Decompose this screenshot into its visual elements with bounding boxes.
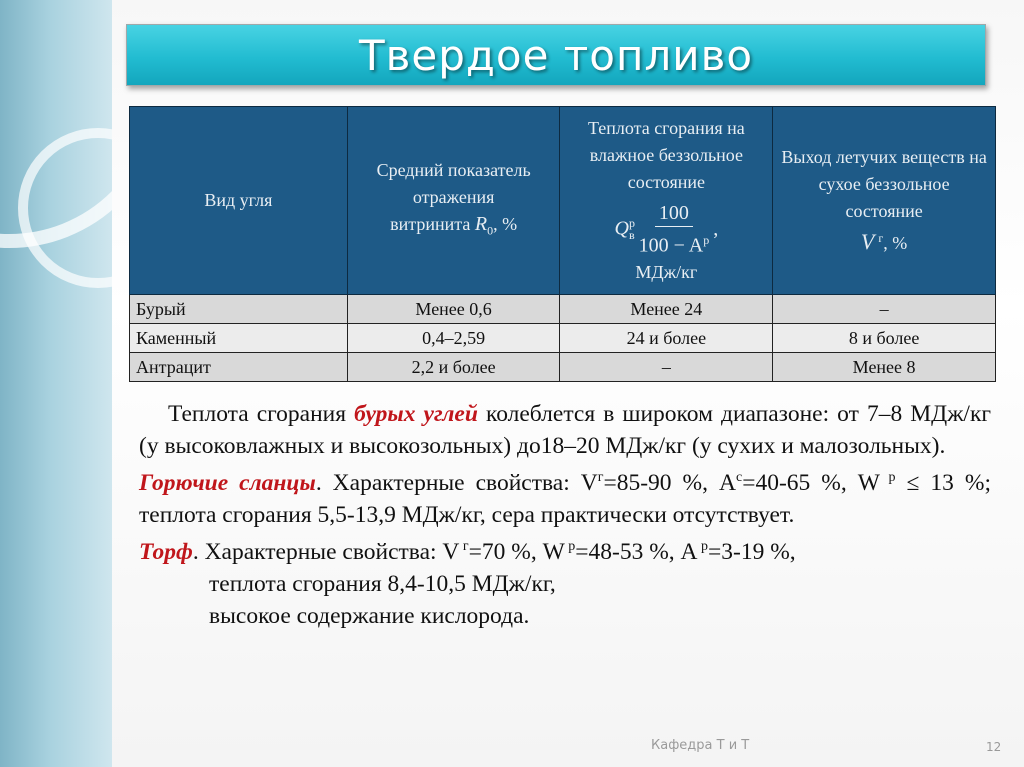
header-heat-unit: МДж/кг: [635, 261, 698, 282]
header-vitrinite-word: витринита: [390, 213, 471, 234]
cell-r0: 0,4–2,59: [347, 324, 560, 353]
paragraph-peat: [139, 531, 991, 568]
symbol-q-sub: в: [628, 228, 635, 243]
header-coal-type: [130, 107, 348, 295]
page-number: 12: [986, 740, 1002, 754]
cell-type: Бурый: [130, 295, 348, 324]
symbol-v-sup: г: [878, 231, 884, 245]
header-volatile-unit: , %: [883, 233, 908, 253]
cell-r0: Менее 0,6: [347, 295, 560, 324]
paragraph-peat-heat: теплота сгорания 8,4-10,5 МДж/кг,: [209, 570, 556, 597]
p2-text-b: =85-90 %, А: [603, 469, 736, 496]
footer-department: Кафедра Т и Т: [651, 738, 750, 753]
p3-text-d: =3-19 %,: [708, 538, 796, 565]
p2-text-a: . Характерные свойства: V: [315, 469, 598, 496]
p1-text-b: колеблется в широком диапазоне: от 7–8 МДж/кг (у высоковлажных и высокозольных) до18–20 МДж/кг (у сухих и малозольных).: [139, 401, 992, 459]
paragraph-peat-oxygen: высокое содержание кислорода.: [209, 602, 530, 629]
paragraph-brown-coal: [139, 398, 991, 462]
symbol-r: R: [474, 212, 488, 235]
header-vitrinite: [347, 107, 560, 295]
header-vitrinite-line1: Средний показатель отражения: [376, 159, 531, 207]
cell-volatile: Менее 8: [773, 353, 996, 382]
cell-type: Антрацит: [130, 353, 348, 382]
formula-comma: ,: [713, 218, 719, 240]
p2-text-d: ≤ 13 %; теплота сгорания 5,5-13,9 МДж/кг, сера практически отсутствует.: [139, 469, 991, 528]
header-heat-text: Теплота сгорания на влажное беззольное состояние: [587, 118, 745, 193]
title-bar: [126, 24, 986, 86]
table-row: [130, 324, 996, 353]
p3-highlight: Торф: [139, 538, 193, 565]
symbol-r-sub: 0: [487, 223, 494, 238]
fraction-denominator-text: 100 − A: [638, 234, 704, 257]
p3-sup3: р: [697, 538, 709, 554]
p2-sup2: с: [735, 470, 743, 485]
table-row: [130, 353, 996, 382]
cell-heat: Менее 24: [560, 295, 773, 324]
p1-text-a: Теплота сгорания: [168, 401, 355, 427]
header-coal-type-label: Вид угля: [204, 190, 273, 210]
body-text: [139, 398, 991, 632]
p2-sup1: г: [597, 470, 604, 485]
cell-type: Каменный: [130, 324, 348, 353]
p3-sup1: г: [459, 538, 469, 554]
p3-text-c: =48-53 %, А: [575, 538, 698, 565]
table-row: [130, 295, 996, 324]
symbol-q: [614, 210, 634, 250]
header-heat: [560, 107, 773, 295]
cell-r0: 2,2 и более: [347, 353, 560, 382]
cell-heat: –: [560, 353, 773, 382]
p2-highlight: Горючие сланцы: [139, 469, 316, 496]
symbol-q-sup: р: [628, 215, 635, 230]
page-title: Твердое топливо: [358, 30, 754, 80]
heat-formula: [614, 200, 718, 259]
header-volatile: [773, 107, 996, 295]
paragraph-oil-shale: [139, 462, 991, 531]
fraction-numerator: 100: [655, 200, 693, 227]
header-volatile-symbol-line: [779, 225, 989, 257]
p3-text-a: . Характерные свойства: V: [192, 538, 460, 565]
symbol-q-letter: Q: [614, 217, 629, 240]
table-header-row: [130, 107, 996, 295]
p2-sup3: р: [879, 470, 896, 485]
symbol-v: V: [860, 229, 875, 254]
p3-sup2: р: [564, 538, 576, 554]
header-vitrinite-unit: , %: [493, 213, 518, 234]
header-vitrinite-line2: [354, 211, 554, 245]
cell-heat: 24 и более: [560, 324, 773, 353]
side-decoration: [0, 0, 112, 767]
heat-fraction: [639, 200, 710, 259]
fraction-denominator: [639, 227, 710, 259]
fraction-denominator-sup: р: [703, 233, 710, 248]
coal-table: [129, 106, 996, 382]
cell-volatile: –: [773, 295, 996, 324]
header-volatile-text: Выход летучих веществ на сухое беззольное состояние: [781, 147, 987, 221]
p1-highlight: бурых углей: [354, 401, 478, 427]
p2-text-c: =40-65 %, W: [742, 469, 880, 496]
cell-volatile: 8 и более: [773, 324, 996, 353]
p3-text-b: =70 %, W: [468, 538, 565, 565]
